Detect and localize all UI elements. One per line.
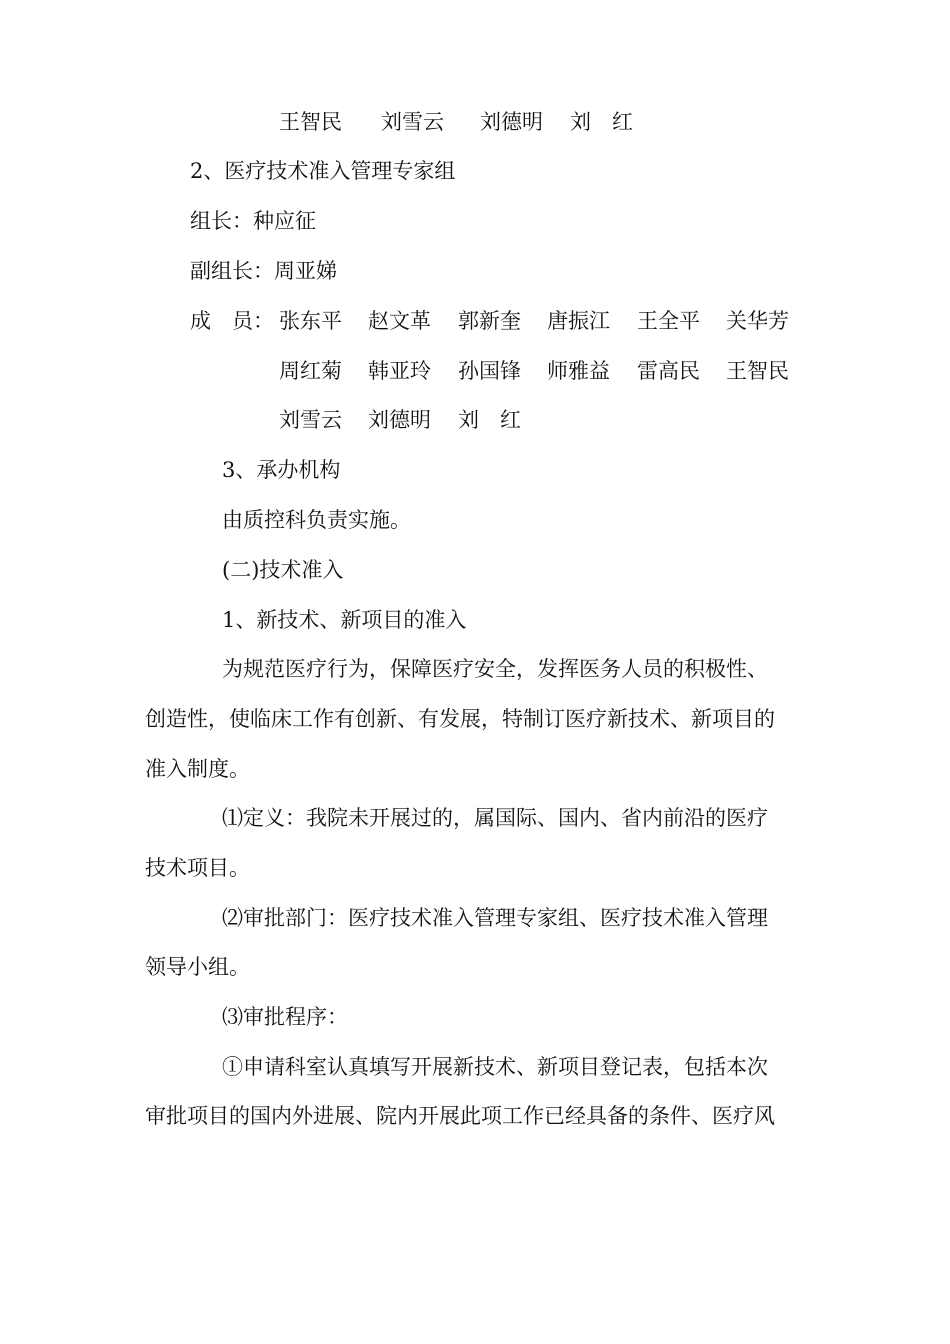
member-name: 韩亚玲 <box>368 359 431 383</box>
paragraph-line: 领导小组。 <box>145 955 250 979</box>
member-name: 刘雪云 <box>279 408 342 432</box>
member-name: 刘德明 <box>368 408 431 432</box>
member-name: 雷高民 <box>637 359 700 383</box>
deputy-label: 副组长： <box>190 259 274 283</box>
part-heading: (二)技术准入 <box>222 558 344 582</box>
paragraph-line: 技术项目。 <box>145 856 250 880</box>
member-name: 刘 红 <box>570 110 633 134</box>
member-name: 刘 红 <box>458 408 521 432</box>
paragraph-line: ⑵审批部门：医疗技术准入管理专家组、医疗技术准入管理 <box>222 906 768 930</box>
paragraph-line: 为规范医疗行为，保障医疗安全，发挥医务人员的积极性、 <box>222 657 768 681</box>
member-name: 张东平 <box>279 309 342 333</box>
deputy-name: 周亚娣 <box>274 259 337 283</box>
member-name: 师雅益 <box>547 359 610 383</box>
paragraph-line: 准入制度。 <box>145 757 250 781</box>
member-name: 唐振江 <box>547 309 610 333</box>
paragraph-line: ①申请科室认真填写开展新技术、新项目登记表，包括本次 <box>222 1055 768 1079</box>
member-name: 赵文革 <box>368 309 431 333</box>
section-heading: 2、医疗技术准入管理专家组 <box>190 159 456 183</box>
member-name: 孙国锋 <box>458 359 521 383</box>
member-name: 王智民 <box>279 110 342 134</box>
section-heading: 3、承办机构 <box>222 458 341 482</box>
member-name: 周红菊 <box>279 359 342 383</box>
leader-name: 种应征 <box>253 209 316 233</box>
member-name: 关华芳 <box>726 309 789 333</box>
leader-line <box>190 206 316 236</box>
paragraph-text: 由质控科负责实施。 <box>222 508 411 532</box>
subsection-heading: 1、新技术、新项目的准入 <box>222 608 467 632</box>
paragraph-line: 创造性，使临床工作有创新、有发展，特制订医疗新技术、新项目的 <box>145 707 775 731</box>
leader-label: 组长： <box>190 209 253 233</box>
paragraph-line: ⑶审批程序： <box>222 1005 348 1029</box>
paragraph-line: 审批项目的国内外进展、院内开展此项工作已经具备的条件、医疗风 <box>145 1104 775 1128</box>
paragraph-line: ⑴定义：我院未开展过的，属国际、国内、省内前沿的医疗 <box>222 806 768 830</box>
member-name: 郭新奎 <box>458 309 521 333</box>
member-name: 刘雪云 <box>381 110 444 134</box>
deputy-line <box>190 256 337 286</box>
member-name: 刘德明 <box>480 110 543 134</box>
member-name: 王智民 <box>726 359 789 383</box>
member-name: 王全平 <box>637 309 700 333</box>
members-label: 成 员： <box>190 309 274 333</box>
